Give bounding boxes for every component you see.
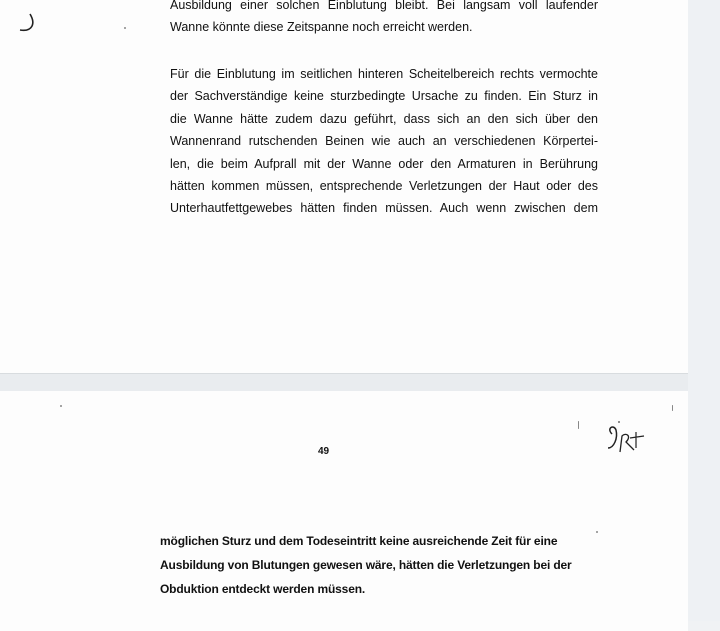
handwritten-annotation — [600, 418, 650, 458]
page-number: 49 — [318, 446, 330, 457]
paragraph-3 — [160, 529, 600, 601]
text-line: Ausbildung von Blutungen gewesen wäre, hätten die Verletzungen bei der — [160, 558, 572, 572]
text-line: Für die Einblutung im seitlichen hinteren Scheitelbereich rechts vermochte — [170, 67, 598, 81]
text-line: Unterhautfettgewebes hätten finden müssen. Auch wenn zwischen dem — [170, 201, 598, 216]
text-line: Wannenrand rutschenden Beinen wie auch an verschiedenen Körpertei- — [170, 134, 598, 149]
handwritten-mark — [14, 6, 44, 36]
page-separator — [0, 373, 688, 393]
text-line: Ausbildung einer solchen Einblutung bleibt. Bei langsam voll laufender — [170, 0, 598, 12]
text-line: Obduktion entdeckt werden müssen. — [160, 582, 366, 596]
scan-speck — [672, 405, 673, 411]
text-line: hätten kommen müssen, entsprechende Verletzungen der Haut oder des — [170, 179, 598, 194]
paragraph-2 — [170, 63, 598, 220]
text-line: Wanne könnte diese Zeitspanne noch erreicht werden. — [170, 20, 473, 35]
text-line: len, die beim Aufprall mit der Wanne oder den Armaturen in Berührung — [170, 156, 598, 171]
paragraph-1 — [170, 0, 598, 39]
scan-speck — [578, 421, 579, 429]
text-line: möglichen Sturz und dem Todeseintritt keine ausreichende Zeit für eine — [160, 534, 558, 548]
scan-speck — [60, 405, 62, 407]
scan-speck — [124, 27, 126, 29]
viewer-side-rail — [688, 0, 720, 621]
text-line: der Sachverständige keine sturzbedingte Ursache zu finden. Ein Sturz in — [170, 89, 598, 104]
text-line: die Wanne hätte zudem dazu geführt, dass sich an den sich über den — [170, 111, 598, 126]
